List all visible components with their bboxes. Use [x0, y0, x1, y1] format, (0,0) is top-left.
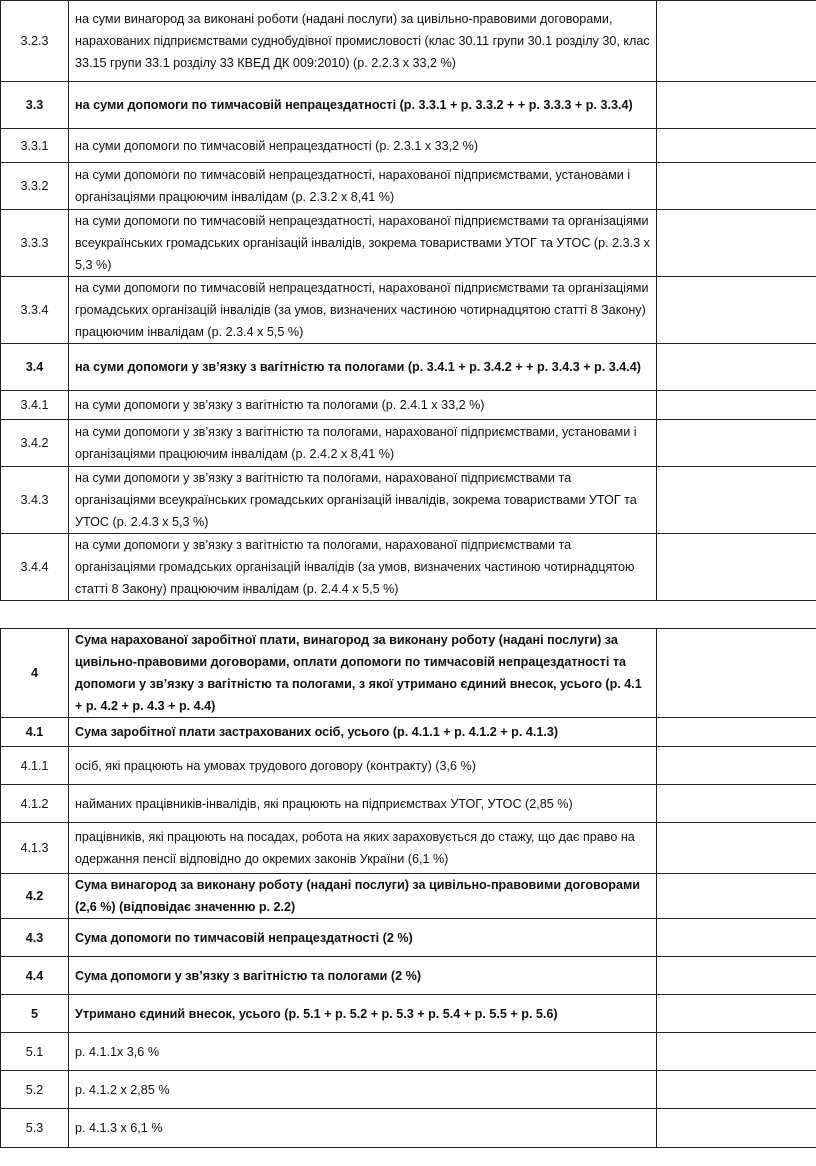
table-row	[1, 129, 816, 163]
value-cell[interactable]	[657, 919, 816, 957]
row-number: 4	[1, 629, 69, 718]
row-description: Сума допомоги по тимчасовій непрацездатності (2 %)	[69, 919, 657, 957]
table-row	[1, 718, 816, 747]
row-number: 3.4.3	[1, 467, 69, 534]
row-number: 3.4.2	[1, 420, 69, 467]
value-cell[interactable]	[657, 1033, 816, 1071]
value-cell[interactable]	[657, 82, 816, 129]
table-row	[1, 163, 816, 210]
table-row	[1, 1071, 816, 1109]
row-number: 4.3	[1, 919, 69, 957]
value-cell[interactable]	[657, 534, 816, 601]
value-cell[interactable]	[657, 718, 816, 747]
table-body	[1, 1, 816, 601]
row-description: найманих працівників-інвалідів, які працюють на підприємствах УТОГ, УТОС (2,85 %)	[69, 785, 657, 823]
row-number: 5.1	[1, 1033, 69, 1071]
value-cell[interactable]	[657, 785, 816, 823]
row-description: Сума допомоги у зв’язку з вагітністю та пологами (2 %)	[69, 957, 657, 995]
row-number: 4.1.2	[1, 785, 69, 823]
row-number: 4.2	[1, 874, 69, 919]
row-description: Сума винагород за виконану роботу (надані послуги) за цивільно-правовими договорами (2,6 %) (відповідає значенню р. 2.2)	[69, 874, 657, 919]
row-description: Сума заробітної плати застрахованих осіб, усього (р. 4.1.1 + р. 4.1.2 + р. 4.1.3)	[69, 718, 657, 747]
table-row	[1, 823, 816, 874]
row-number: 3.4	[1, 344, 69, 391]
row-number: 4.1	[1, 718, 69, 747]
row-description: на суми допомоги у зв’язку з вагітністю та пологами, нарахованої підприємствами та організаціями всеукраїнських громадських організацій інвалідів, зокрема товариствами УТОГ та УТОС (р. 2.4.3 х 5,3 %)	[69, 467, 657, 534]
row-description: р. 4.1.1х 3,6 %	[69, 1033, 657, 1071]
row-number: 3.3	[1, 82, 69, 129]
table-row	[1, 467, 816, 534]
table-row	[1, 1, 816, 82]
row-description: на суми допомоги по тимчасовій непрацездатності (р. 2.3.1 х 33,2 %)	[69, 129, 657, 163]
table-row	[1, 420, 816, 467]
row-number: 5.3	[1, 1109, 69, 1148]
value-cell[interactable]	[657, 823, 816, 874]
value-cell[interactable]	[657, 344, 816, 391]
table-row	[1, 1109, 816, 1148]
table-row	[1, 82, 816, 129]
row-number: 3.3.1	[1, 129, 69, 163]
row-description: працівників, які працюють на посадах, робота на яких зараховується до стажу, що дає право на одержання пенсії відповідно до окремих законів України (6,1 %)	[69, 823, 657, 874]
value-cell[interactable]	[657, 1071, 816, 1109]
contribution-table-section-4-5	[0, 628, 816, 1148]
row-description: на суми допомоги у зв’язку з вагітністю та пологами, нарахованої підприємствами та організаціями громадських організацій інвалідів (за умов, визначених частиною чотирнадцятою статті 8 Закону) працюючим інвалідам (р. 2.4.4 х 5,5 %)	[69, 534, 657, 601]
row-description: осіб, які працюють на умовах трудового договору (контракту) (3,6 %)	[69, 747, 657, 785]
row-number: 3.2.3	[1, 1, 69, 82]
row-description: на суми винагород за виконані роботи (надані послуги) за цивільно-правовими договорами, нарахованих підприємствами суднобудівної промисловості (клас 30.11 групи 30.1 розділу 30, клас 33.15 групи 33.1 розділу 33 КВЕД ДК 009:2010) (р. 2.2.3 х 33,2 %)	[69, 1, 657, 82]
row-description: на суми допомоги по тимчасовій непрацездатності, нарахованої підприємствами та організаціями всеукраїнських громадських організацій інвалідів, зокрема товариствами УТОГ та УТОС (р. 2.3.3 х 5,3 %)	[69, 210, 657, 277]
value-cell[interactable]	[657, 995, 816, 1033]
table-row	[1, 874, 816, 919]
value-cell[interactable]	[657, 277, 816, 344]
table-row	[1, 995, 816, 1033]
table-row	[1, 210, 816, 277]
row-number: 3.3.2	[1, 163, 69, 210]
row-description: на суми допомоги по тимчасовій непрацездатності, нарахованої підприємствами, установами і організаціями працюючим інвалідам (р. 2.3.2 х 8,41 %)	[69, 163, 657, 210]
row-number: 5.2	[1, 1071, 69, 1109]
row-number: 3.4.1	[1, 391, 69, 420]
table-body	[1, 629, 816, 1148]
value-cell[interactable]	[657, 163, 816, 210]
row-number: 3.3.3	[1, 210, 69, 277]
row-description: на суми допомоги у зв’язку з вагітністю та пологами (р. 3.4.1 + р. 3.4.2 + + р. 3.4.3 + р. 3.4.4)	[69, 344, 657, 391]
row-description: Сума нарахованої заробітної плати, винагород за виконану роботу (надані послуги) за цивільно-правовими договорами, оплати допомоги по тимчасовій непрацездатності та допомоги у зв’язку з вагітністю та пологами, з якої утримано єдиний внесок, усього (р. 4.1 + р. 4.2 + р. 4.3 + р. 4.4)	[69, 629, 657, 718]
row-description: на суми допомоги у зв’язку з вагітністю та пологами (р. 2.4.1 х 33,2 %)	[69, 391, 657, 420]
value-cell[interactable]	[657, 391, 816, 420]
table-row	[1, 747, 816, 785]
row-number: 4.4	[1, 957, 69, 995]
value-cell[interactable]	[657, 420, 816, 467]
value-cell[interactable]	[657, 874, 816, 919]
row-description: на суми допомоги по тимчасовій непрацездатності (р. 3.3.1 + р. 3.3.2 + + р. 3.3.3 + р. 3.3.4)	[69, 82, 657, 129]
row-number: 3.3.4	[1, 277, 69, 344]
value-cell[interactable]	[657, 747, 816, 785]
value-cell[interactable]	[657, 129, 816, 163]
row-number: 5	[1, 995, 69, 1033]
value-cell[interactable]	[657, 467, 816, 534]
value-cell[interactable]	[657, 629, 816, 718]
row-number: 4.1.3	[1, 823, 69, 874]
table-row	[1, 785, 816, 823]
table-row	[1, 534, 816, 601]
row-description: р. 4.1.2 х 2,85 %	[69, 1071, 657, 1109]
table-row	[1, 629, 816, 718]
table-row	[1, 391, 816, 420]
row-number: 4.1.1	[1, 747, 69, 785]
row-description: на суми допомоги по тимчасовій непрацездатності, нарахованої підприємствами та організаціями громадських організацій інвалідів (за умов, визначених частиною чотирнадцятою статті 8 Закону) працюючим інвалідам (р. 2.3.4 х 5,5 %)	[69, 277, 657, 344]
value-cell[interactable]	[657, 1109, 816, 1148]
table-row	[1, 277, 816, 344]
table-row	[1, 344, 816, 391]
table-row	[1, 957, 816, 995]
value-cell[interactable]	[657, 1, 816, 82]
value-cell[interactable]	[657, 210, 816, 277]
table-row	[1, 1033, 816, 1071]
row-description: р. 4.1.3 х 6,1 %	[69, 1109, 657, 1148]
table-row	[1, 919, 816, 957]
row-description: на суми допомоги у зв’язку з вагітністю та пологами, нарахованої підприємствами, установами і організаціями працюючим інвалідам (р. 2.4.2 х 8,41 %)	[69, 420, 657, 467]
row-description: Утримано єдиний внесок, усього (р. 5.1 + р. 5.2 + р. 5.3 + р. 5.4 + р. 5.5 + р. 5.6)	[69, 995, 657, 1033]
value-cell[interactable]	[657, 957, 816, 995]
row-number: 3.4.4	[1, 534, 69, 601]
